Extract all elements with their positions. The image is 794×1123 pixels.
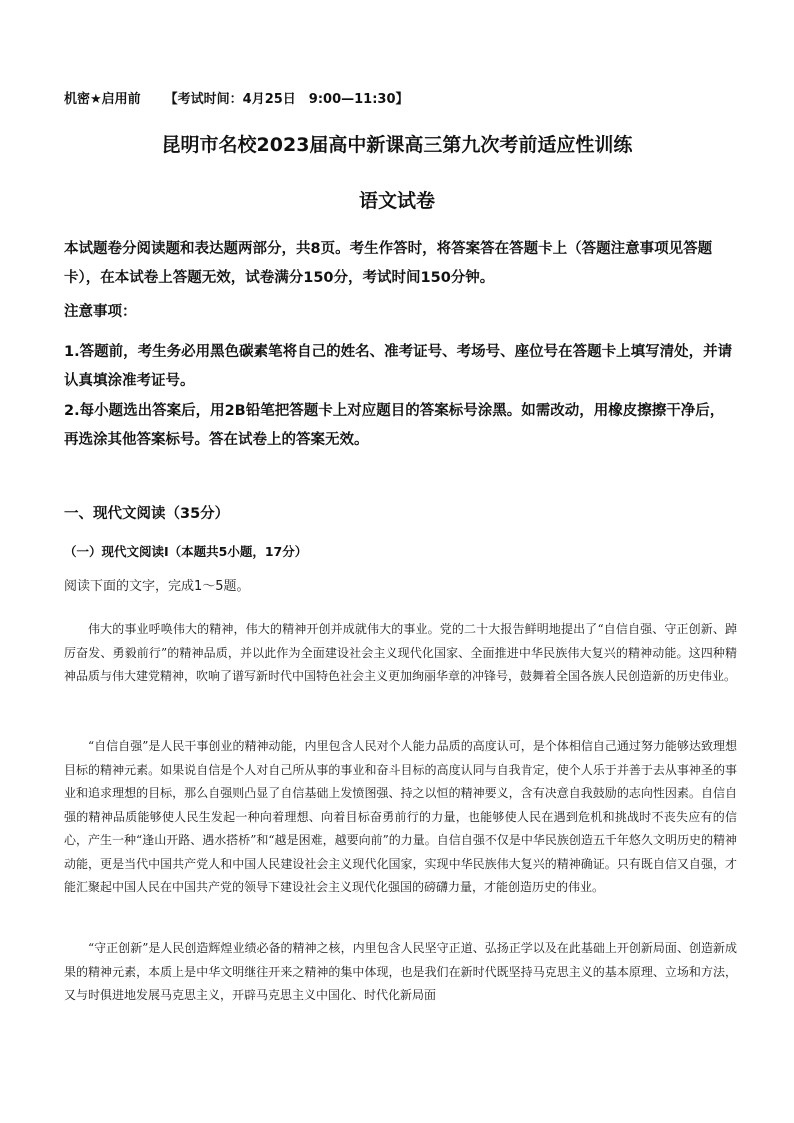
exam-header bbox=[64, 88, 409, 107]
notice-heading: 注意事项： bbox=[64, 304, 137, 320]
section-title: 一、现代文阅读（35分） bbox=[64, 506, 230, 522]
confidential-label: 机密★启用前 bbox=[64, 92, 141, 107]
subject-title: 语文试卷 bbox=[358, 190, 435, 212]
passage-paragraph-2: “自信自强”是人民干事创业的精神动能，内里包含人民对个人能力品质的高度认可，是个体相信自己通过努力能够达致理想目标的精神元素。如果说自信是个人对自己所从事的事业和奋斗目标的高度认同与自我肯定，使个人乐于并善于去从事神圣的事业和追求理想的目标，那么自强则凸显了自信基础上发愤图强、持之以恒的精神要义，含有决意自我鼓励的志向性因素。自信自强的精神品质能够使人民生发起一种向着理想、向着目标奋勇前行的力量，也能够使人民在遇到危机和挑战时不丧失应有的信心，产生一种“逢山开路、遇水搭桥”和“越是困难，越要向前”的力量。自信自强不仅是中华民族创造五千年悠久文明历史的精神动能，更是当代中国共产党人和中国人民建设社会主义现代化国家，实现中华民族伟大复兴的精神确证。只有既自信又自强，才能汇聚起中国人民在中国共产党的领导下建设社会主义现代化强国的磅礴力量，才能创造历史的伟业。 bbox=[64, 739, 737, 894]
reading-instruction: 阅读下面的文字，完成1～5题。 bbox=[64, 579, 250, 594]
passage-paragraph-3: “守正创新”是人民创造辉煌业绩必备的精神之核，内里包含人民坚守正道、弘扬正学以及在此基础上开创新局面、创造新成果的精神元素，本质上是中华文明继往开来之精神的集中体现，也是我们在新时代既坚持马克思主义的基本原理、立场和方法，又与时俱进地发展马克思主义，开辟马克思主义中国化、时代化新局面 bbox=[64, 941, 737, 1002]
section-subtitle: （一）现代文阅读Ⅰ（本题共5小题，17分） bbox=[64, 544, 308, 559]
notice-item-2: 2.每小题选出答案后，用2B铅笔把答题卡上对应题目的答案标号涂黑。如需改动，用橡皮擦擦干净后，再选涂其他答案标号。答在试卷上的答案无效。 bbox=[64, 403, 725, 448]
passage-paragraph-1: 伟大的事业呼唤伟大的精神，伟大的精神开创并成就伟大的事业。党的二十大报告鲜明地提出了“自信自强、守正创新、踔厉奋发、勇毅前行”的精神品质，并以此作为全面建设社会主义现代化国家、全面推进中华民族伟大复兴的精神动能。这四种精神品质与伟大建党精神，吹响了谱写新时代中国特色社会主义更加绚丽华章的冲锋号，鼓舞着全国各族人民创造新的历史伟业。 bbox=[64, 622, 737, 683]
exam-intro: 本试题卷分阅读题和表达题两部分，共8页。考生作答时，将答案答在答题卡上（答题注意事项见答题卡），在本试卷上答题无效，试卷满分150分，考试时间150分钟。 bbox=[64, 241, 713, 286]
notice-item-1: 1.答题前，考生务必用黑色碳素笔将自己的姓名、准考证号、考场号、座位号在答题卡上填写清处，并请认真填涂准考证号。 bbox=[64, 344, 733, 389]
exam-time: 【考试时间：4月25日 9:00—11:30】 bbox=[164, 92, 409, 107]
exam-title: 昆明市名校2023届高中新课高三第九次考前适应性训练 bbox=[161, 134, 633, 156]
